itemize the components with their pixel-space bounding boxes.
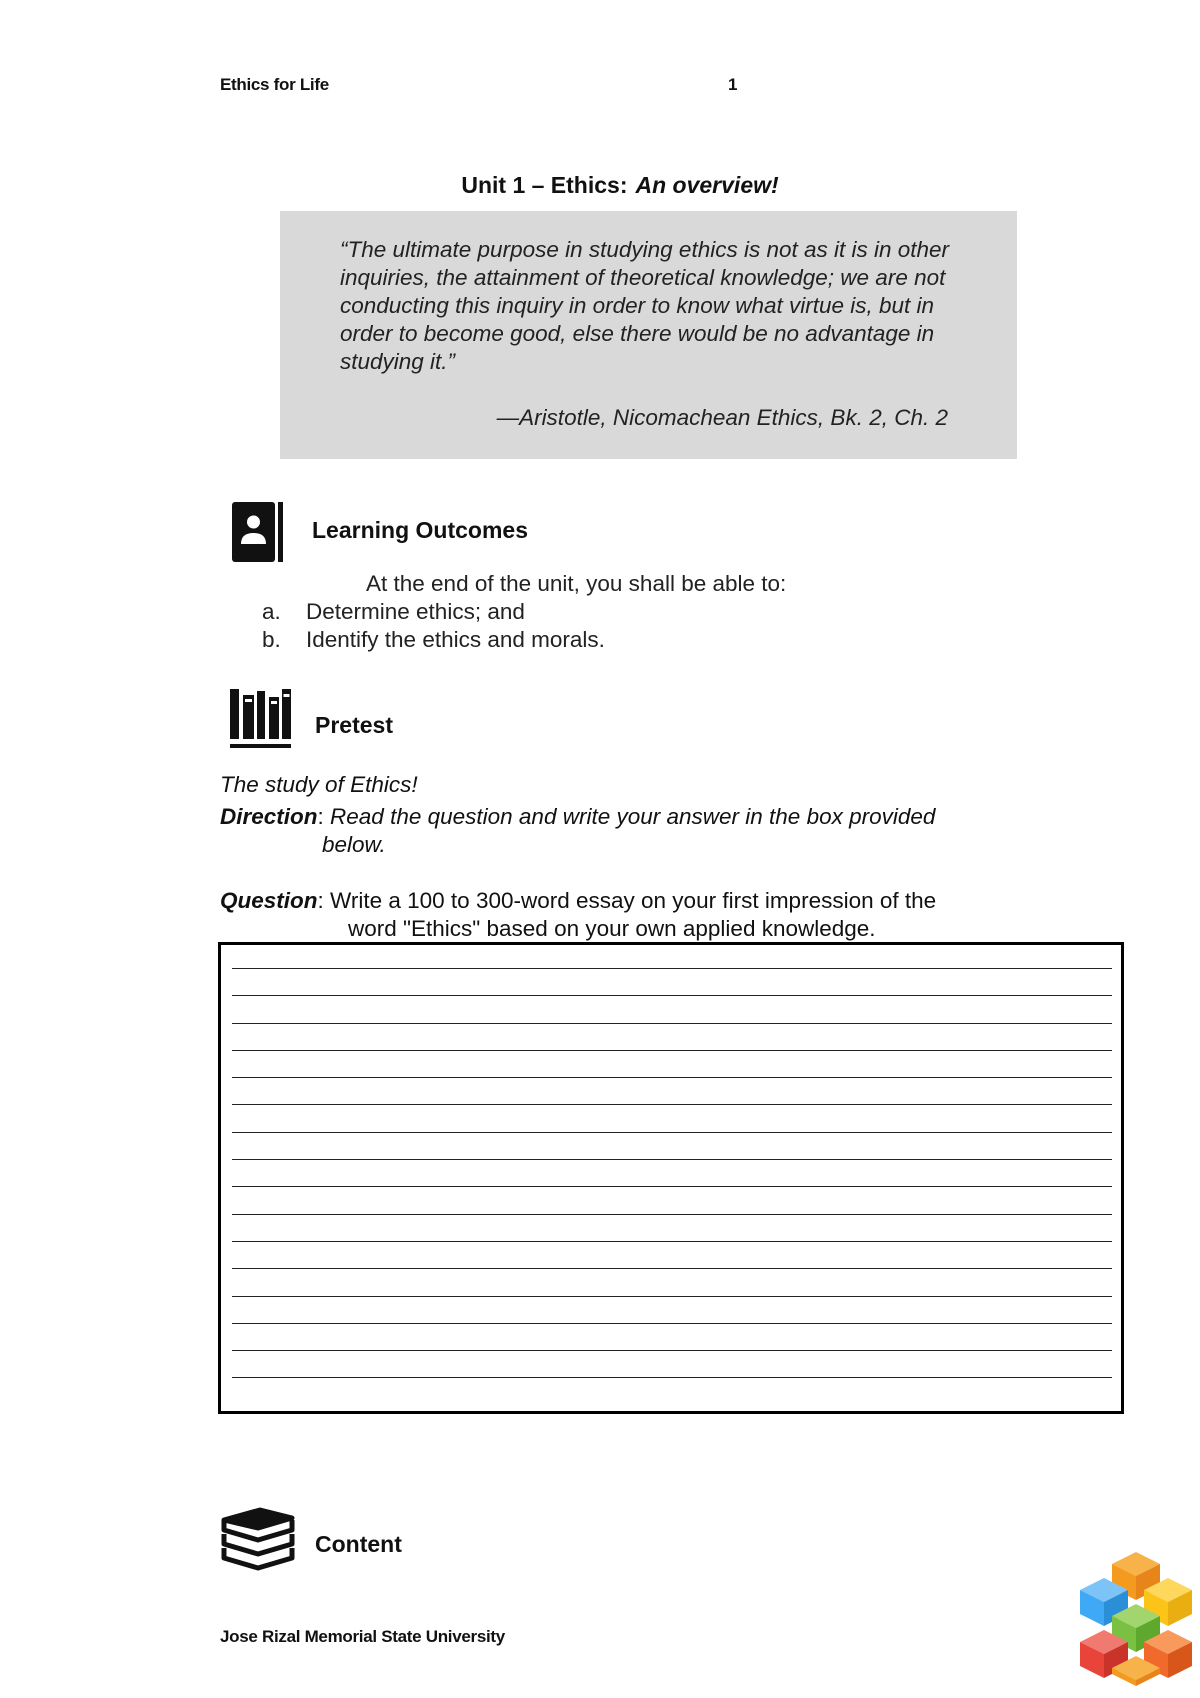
unit-title xyxy=(0,172,1200,199)
unit-title-main: Unit 1 – Ethics: xyxy=(461,172,628,198)
answer-line[interactable] xyxy=(232,1050,1112,1051)
list-item xyxy=(262,598,605,626)
answer-line[interactable] xyxy=(232,968,1112,969)
colored-cubes-logo xyxy=(1076,1548,1196,1688)
pretest-question: Question: Write a 100 to 300-word essay on your first impression of the word "Ethics" based on your own applied knowledge. xyxy=(220,887,1030,943)
answer-line[interactable] xyxy=(232,1159,1112,1160)
answer-line[interactable] xyxy=(232,1377,1112,1378)
quote-attribution: —Aristotle, Nicomachean Ethics, Bk. 2, Ch. 2 xyxy=(496,405,948,430)
answer-line[interactable] xyxy=(232,1023,1112,1024)
answer-line[interactable] xyxy=(232,1186,1112,1187)
direction-text-continued: below. xyxy=(322,832,386,857)
question-label: Question xyxy=(220,888,318,913)
list-item xyxy=(262,626,605,654)
answer-lines[interactable] xyxy=(232,968,1112,1405)
answer-line[interactable] xyxy=(232,1296,1112,1297)
answer-line[interactable] xyxy=(232,1077,1112,1078)
question-text: Write a 100 to 300-word essay on your first impression of the xyxy=(330,888,937,913)
question-text-continued: word "Ethics" based on your own applied knowledge. xyxy=(348,916,876,941)
pretest-title: The study of Ethics! xyxy=(220,772,418,797)
answer-line[interactable] xyxy=(232,1104,1112,1105)
answer-line[interactable] xyxy=(232,1350,1112,1351)
answer-line[interactable] xyxy=(232,995,1112,996)
page-number: 1 xyxy=(728,75,738,94)
list-marker: b. xyxy=(262,627,281,652)
answer-line[interactable] xyxy=(232,1241,1112,1242)
footer-university: Jose Rizal Memorial State University xyxy=(220,1627,505,1646)
pretest-direction: Direction: Read the question and write your answer in the box provided below. xyxy=(220,803,1030,859)
answer-line[interactable] xyxy=(232,1132,1112,1133)
running-header-title: Ethics for Life xyxy=(220,75,329,94)
learning-outcomes-list xyxy=(262,598,605,654)
answer-line[interactable] xyxy=(232,1268,1112,1269)
quote-text: “The ultimate purpose in studying ethics is not as it is in other inquiries, the attainment of theoretical knowledge; we are not conducting this inquiry in order to know what virtue is, but in order to become good, else there would be no advantage in studying it.” xyxy=(340,237,950,374)
library-books-icon xyxy=(230,689,292,749)
list-item-text: Determine ethics; and xyxy=(306,599,525,624)
answer-line[interactable] xyxy=(232,1323,1112,1324)
direction-label: Direction xyxy=(220,804,318,829)
direction-text: Read the question and write your answer in the box provided xyxy=(330,804,936,829)
stacked-books-icon xyxy=(220,1506,296,1576)
pretest-heading: Pretest xyxy=(315,712,393,738)
contact-book-icon xyxy=(232,502,284,562)
learning-outcomes-intro: At the end of the unit, you shall be able to: xyxy=(366,571,787,596)
list-marker: a. xyxy=(262,599,281,624)
unit-title-sub: An overview! xyxy=(635,172,779,198)
list-item-text: Identify the ethics and morals. xyxy=(306,627,605,652)
content-heading: Content xyxy=(315,1531,402,1557)
learning-outcomes-heading: Learning Outcomes xyxy=(312,517,528,543)
answer-line[interactable] xyxy=(232,1214,1112,1215)
